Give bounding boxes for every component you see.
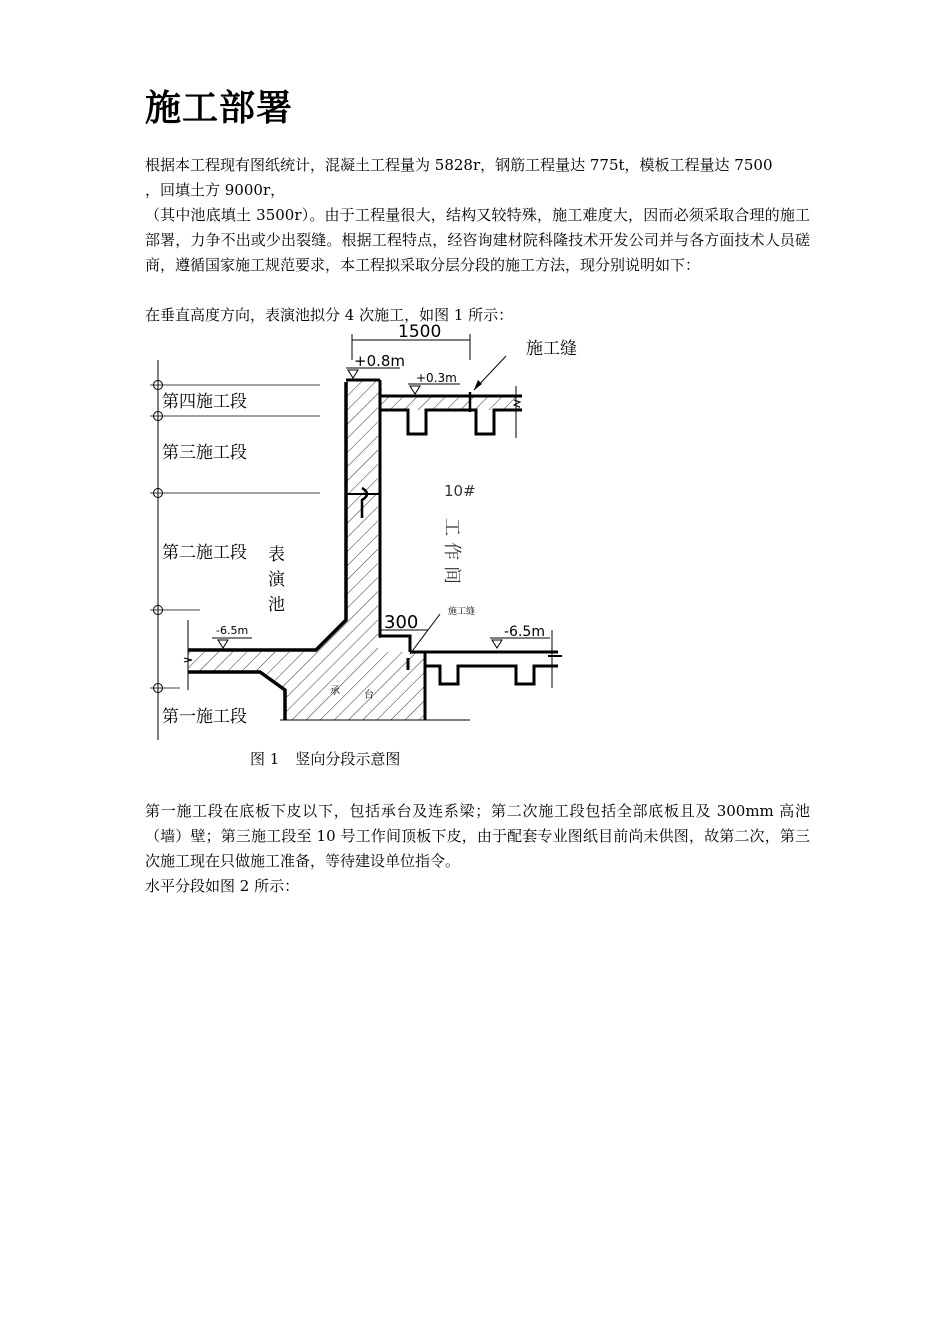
- room-number: 10#: [444, 482, 476, 500]
- pile-cap-label-1: 承: [330, 686, 340, 697]
- elevation-top: [346, 352, 405, 378]
- figure-vertical-segments: [140, 320, 580, 750]
- pile-cap-label-2: 台: [364, 690, 374, 701]
- segment-1-label: 第一施工段: [162, 707, 247, 727]
- pool-label-3: 池: [268, 595, 285, 615]
- caption-label: 图 1: [250, 750, 280, 768]
- caption-text: 竖向分段示意图: [295, 750, 401, 768]
- elevation-slab-label: +0.3m: [416, 371, 457, 385]
- paragraph-1-body: （其中池底填土 3500r）。由于工程量很大，结构又较特殊，施工难度大，因而必须采取合理的施工部署，力争不出或少出裂缝。根据工程特点，经咨询建材院科隆技术开发公司并与各方面技术人员磋商，遵循国家施工规范要求，本工程拟采取分层分段的施工方法，现分别说明如下：: [145, 206, 810, 274]
- dimension-1500-label: 1500: [398, 322, 442, 342]
- paragraph-4: 水平分段如图 2 所示：: [145, 877, 300, 895]
- room-label-2: 作: [441, 542, 462, 560]
- elevation-top-label: +0.8m: [354, 352, 406, 370]
- segment-4-label: 第四施工段: [162, 392, 247, 412]
- elevation-right-label: -6.5m: [504, 624, 545, 640]
- page-title: 施工部署: [145, 88, 294, 129]
- joint-label: 施工缝: [526, 339, 577, 359]
- upper-slab: [380, 386, 522, 438]
- segment-3-label: 第三施工段: [162, 443, 247, 463]
- pool-label-1: 表: [268, 545, 285, 565]
- room-label-3: 间: [441, 566, 462, 584]
- joint-callout-top: [474, 339, 577, 390]
- paragraph-1-line-1: 根据本工程现有图纸统计，混凝土工程量为 5828r，钢筋工程量达 775t，模板工程量达 7500: [145, 156, 773, 174]
- elevation-right: [490, 624, 550, 648]
- segment-2-label: 第二施工段: [162, 543, 247, 563]
- paragraph-3: 第一施工段在底板下皮以下，包括承台及连系梁；第二次施工段包括全部底板且及 300mm 高池（墙）壁；第三施工段至 10 号工作间顶板下皮，由于配套专业图纸目前尚未供图，故第二次，第三次施工现在只做施工准备，等待建设单位指令。: [145, 802, 810, 870]
- dimension-300-label: 300: [384, 612, 419, 633]
- paragraph-1-line-2: ，回填土方 9000r，: [145, 181, 286, 199]
- elevation-left-label: -6.5m: [216, 624, 249, 637]
- elevation-slab: [408, 371, 460, 394]
- joint-label-small: 施工缝: [448, 607, 476, 617]
- room-label-vertical: [441, 518, 462, 584]
- pool-label-2: 演: [268, 570, 285, 590]
- room-label-1: 工: [441, 518, 462, 536]
- paragraph-2: 在垂直高度方向，表演池拟分 4 次施工，如图 1 所示：: [145, 306, 514, 324]
- figure-caption: [250, 748, 416, 769]
- elevation-left: [212, 624, 252, 648]
- dimension-300: [380, 612, 428, 638]
